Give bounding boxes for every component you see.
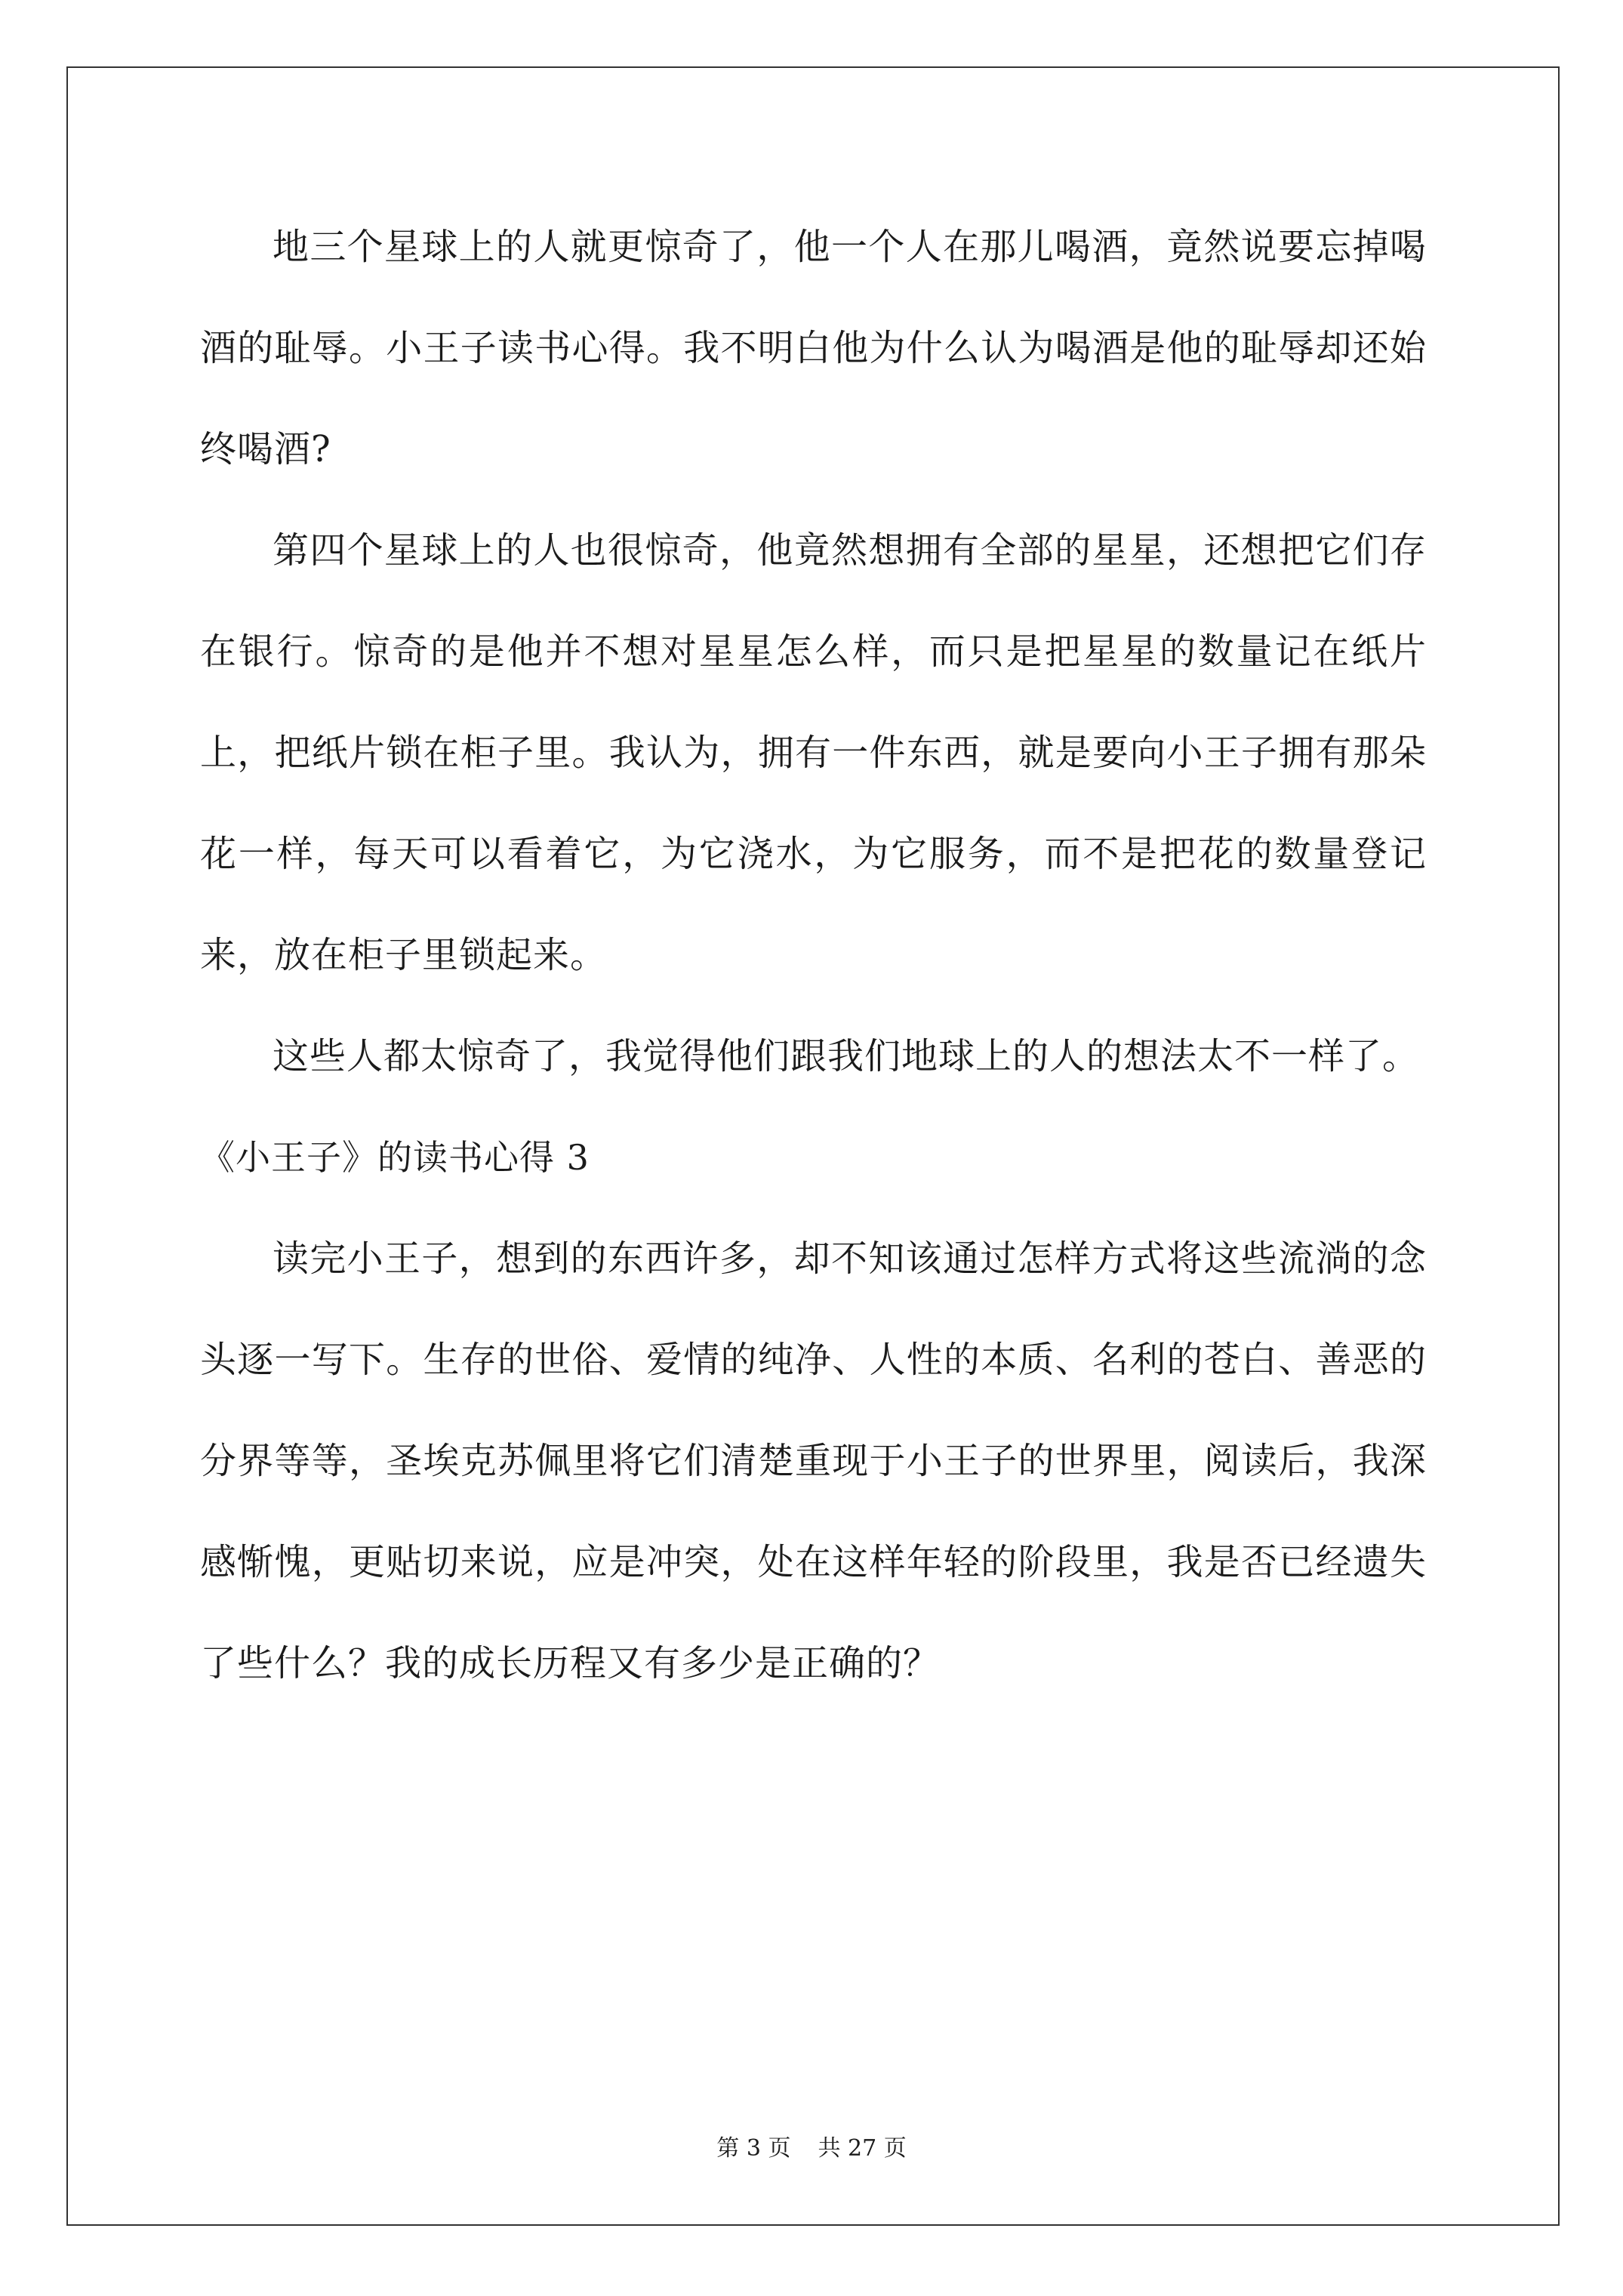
page-total: 共 27 页 [818, 2135, 907, 2162]
page-number: 第 3 页 [716, 2135, 791, 2162]
document-body [200, 196, 1427, 1714]
paragraph-third-planet: 地三个星球上的人就更惊奇了，他一个人在那儿喝酒，竟然说要忘掉喝酒的耻辱。小王子读书心得。我不明白他为什么认为喝酒是他的耻辱却还始终喝酒? [200, 226, 1427, 470]
paragraph-conclusion: 这些人都太惊奇了，我觉得他们跟我们地球上的人的想法太不一样了。 [273, 1035, 1420, 1077]
section-heading: 《小王子》的读书心得 3 [200, 1137, 590, 1178]
page-footer [0, 2129, 1623, 2162]
paragraph-fourth-planet: 第四个星球上的人也很惊奇，他竟然想拥有全部的星星，还想把它们存在银行。惊奇的是他并不想对星星怎么样，而只是把星星的数量记在纸片上，把纸片锁在柜子里。我认为，拥有一件东西，就是要向小王子拥有那朵花一样，每天可以看着它，为它浇水，为它服务，而不是把花的数量登记来，放在柜子里锁起来。 [200, 529, 1427, 976]
paragraph-section-intro: 读完小王子，想到的东西许多，却不知该通过怎样方式将这些流淌的念头逐一写下。生存的世俗、爱情的纯净、人性的本质、名利的苍白、善恶的分界等等，圣埃克苏佩里将它们清楚重现于小王子的世界里，阅读后，我深感惭愧，更贴切来说，应是冲突，处在这样年轻的阶段里，我是否已经遗失了些什么？我的成长历程又有多少是正确的？ [200, 1237, 1427, 1684]
